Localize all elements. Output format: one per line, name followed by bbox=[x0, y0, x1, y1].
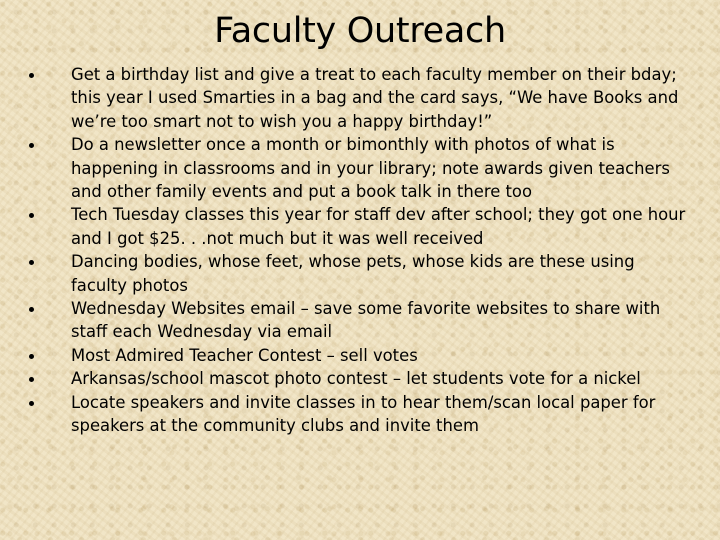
bullet-text: Locate speakers and invite classes in to hear them/scan local paper for speakers at the community clubs and invite them bbox=[71, 392, 656, 436]
bullet-item bbox=[26, 203, 686, 250]
bullet-dot-icon bbox=[29, 73, 34, 78]
bullet-text: Wednesday Websites email – save some favorite websites to share with staff each Wednesday via email bbox=[71, 299, 661, 342]
bullet-dot-icon bbox=[29, 213, 34, 218]
bullet-item bbox=[26, 250, 686, 297]
bullet-item bbox=[26, 297, 686, 344]
bullet-list bbox=[26, 63, 686, 438]
bullet-dot-icon bbox=[29, 377, 34, 382]
bullet-text: Do a newsletter once a month or bimonthly with photos of what is happening in classrooms and in your library; note awards given teachers and other family events and put a book talk in there too bbox=[71, 135, 670, 202]
bullet-item bbox=[26, 367, 686, 390]
bullet-item bbox=[26, 63, 686, 133]
bullet-item bbox=[26, 133, 686, 203]
slide-title: Faculty Outreach bbox=[214, 11, 506, 51]
bullet-item bbox=[26, 344, 686, 367]
bullet-item bbox=[26, 391, 686, 438]
bullet-text: Dancing bodies, whose feet, whose pets, whose kids are these using faculty photos bbox=[71, 252, 635, 295]
bullet-text: Get a birthday list and give a treat to each faculty member on their bday; this year I used Smarties in a bag and the card says, “We have Books and we’re too smart not to wish you a happy birthday!” bbox=[71, 65, 679, 131]
bullet-dot-icon bbox=[29, 143, 34, 148]
bullet-dot-icon bbox=[29, 260, 34, 265]
bullet-dot-icon bbox=[29, 307, 34, 312]
bullet-text: Most Admired Teacher Contest – sell votes bbox=[71, 345, 418, 365]
bullet-dot-icon bbox=[29, 401, 34, 406]
bullet-text: Arkansas/school mascot photo contest – let students vote for a nickel bbox=[71, 369, 641, 389]
bullet-text: Tech Tuesday classes this year for staff dev after school; they got one hour and I got $25. . .not much but it was well received bbox=[71, 205, 686, 248]
bullet-dot-icon bbox=[29, 354, 34, 359]
